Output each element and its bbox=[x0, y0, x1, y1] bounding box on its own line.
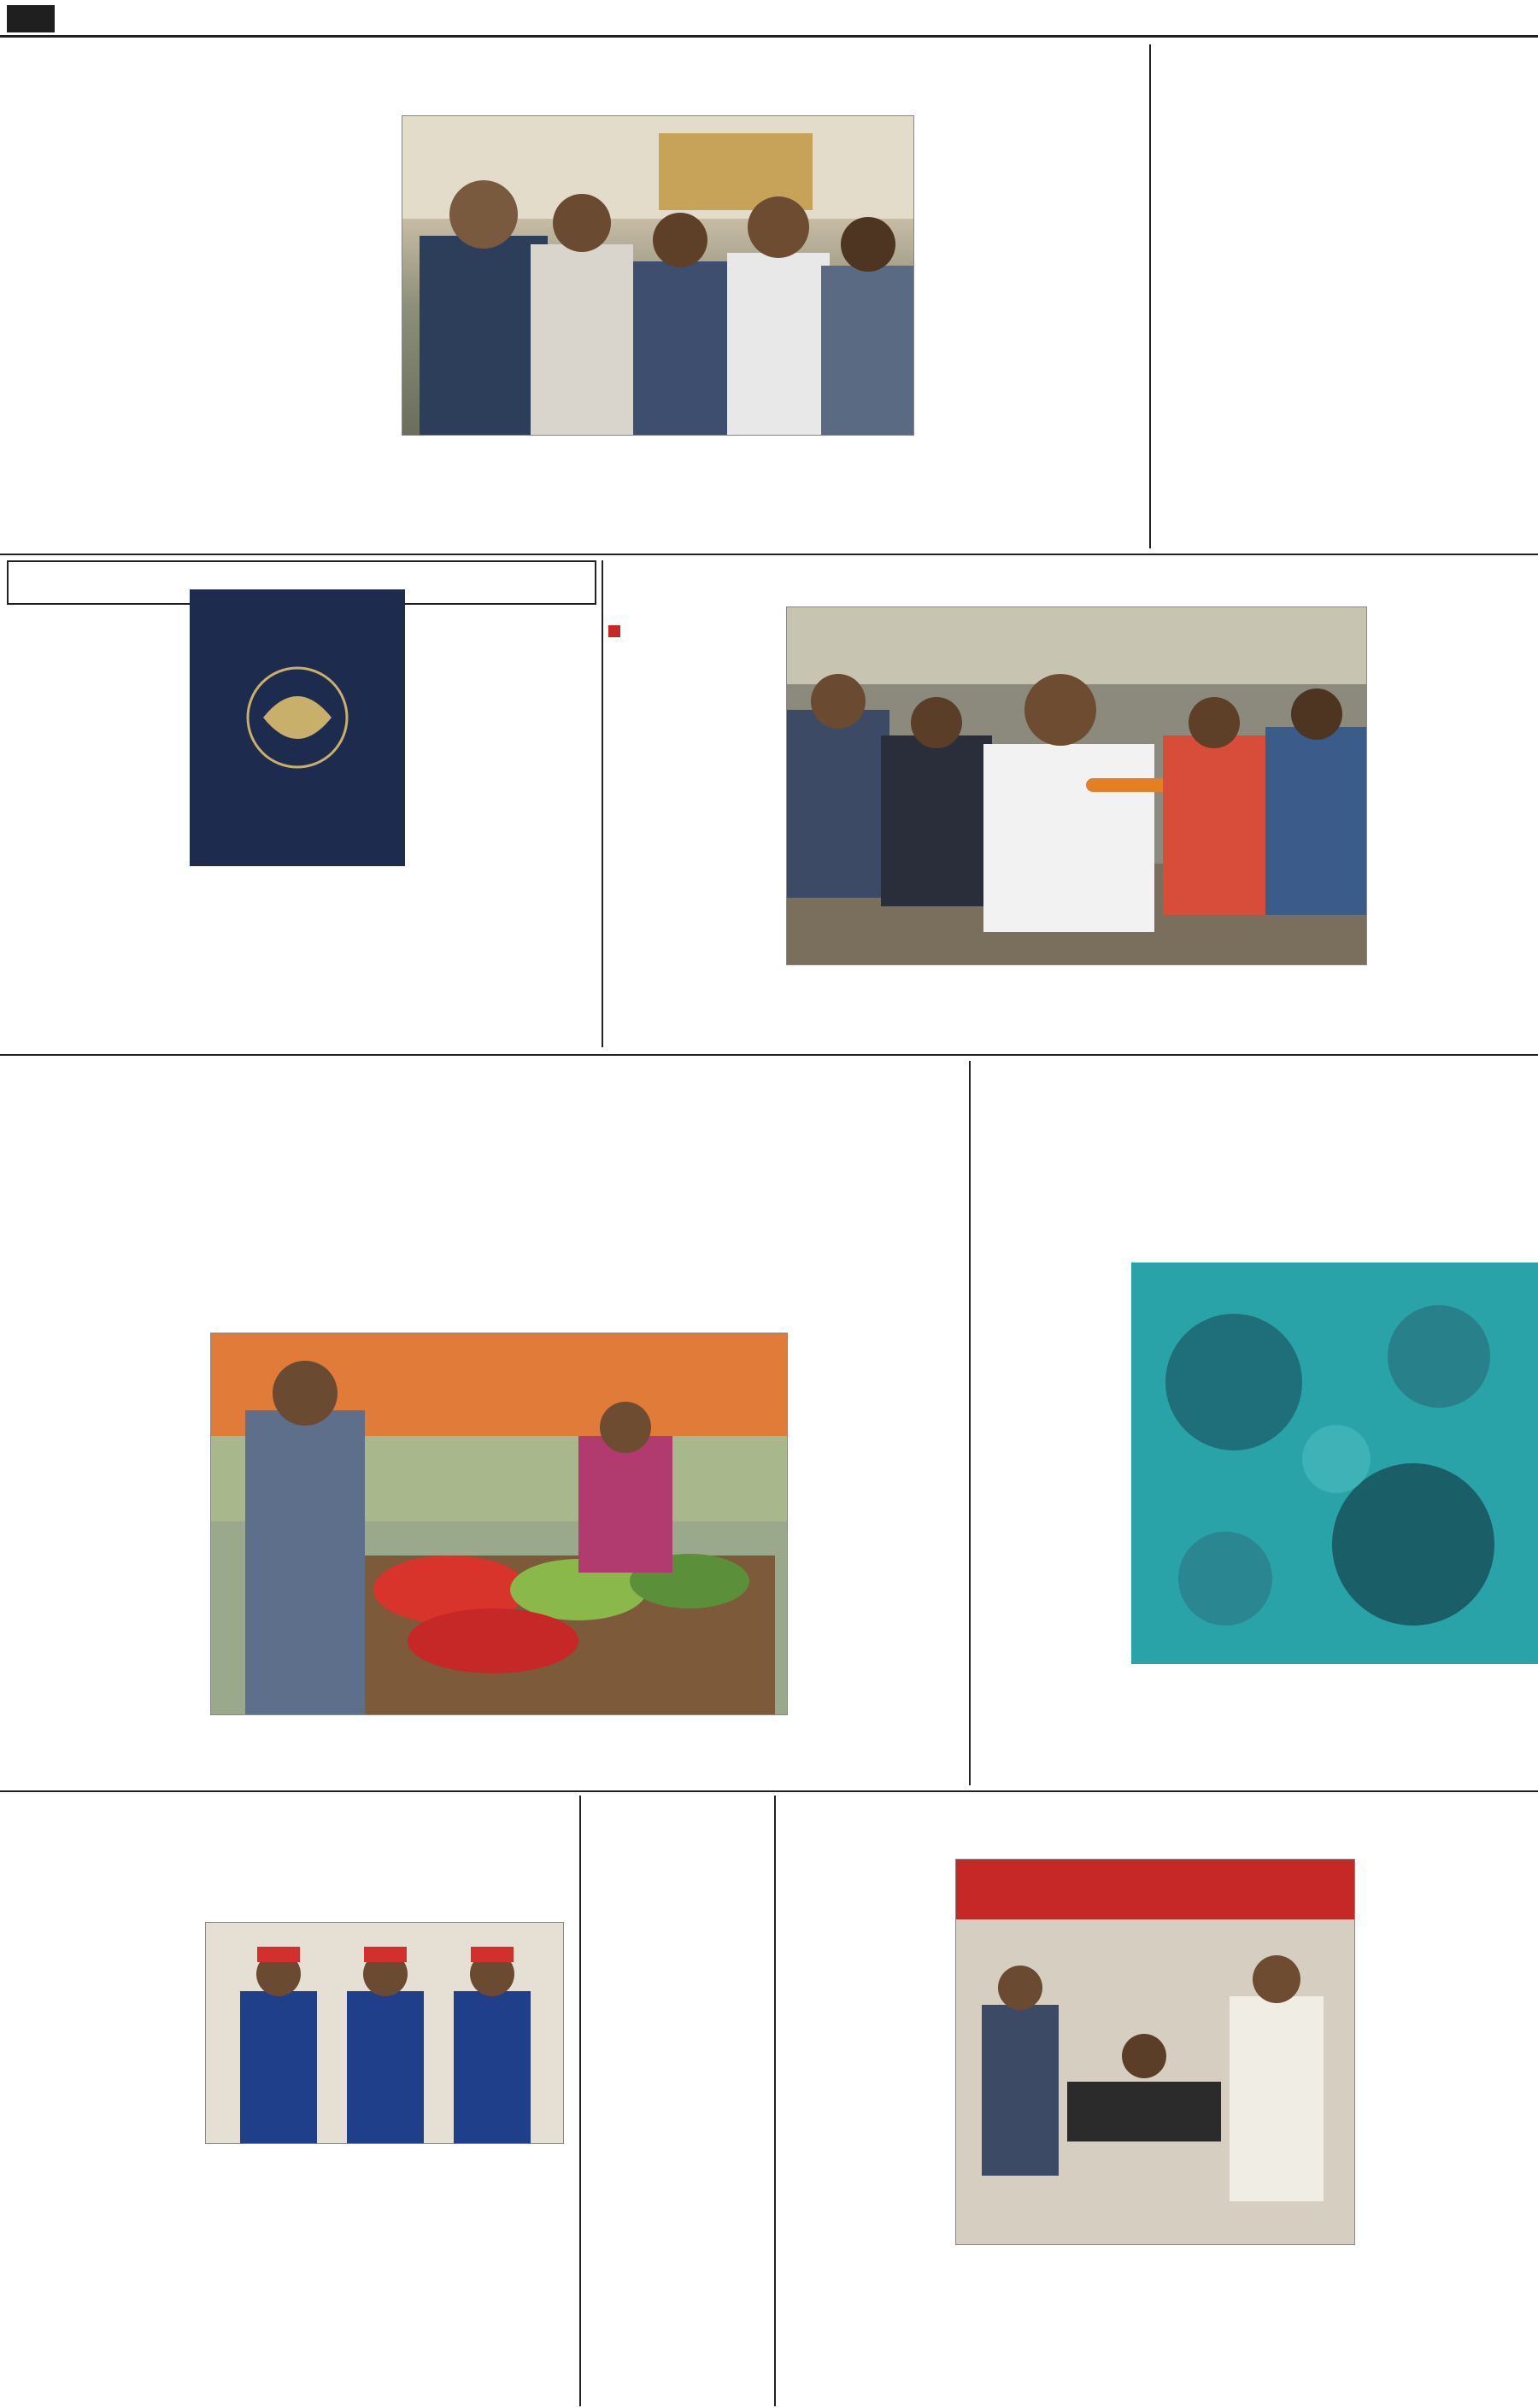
article-body bbox=[586, 1977, 771, 2405]
headline-baraat bbox=[1160, 44, 1536, 138]
column-divider bbox=[1149, 44, 1151, 548]
column-divider bbox=[579, 1796, 581, 2406]
section-divider bbox=[0, 1790, 1538, 1792]
section-label bbox=[701, 3, 837, 34]
headline-traffic-tau bbox=[7, 1796, 574, 1898]
masthead-bar bbox=[0, 0, 1538, 38]
article-body bbox=[1160, 162, 1536, 548]
headline-vegetable-farmers bbox=[7, 1061, 964, 1266]
section-divider bbox=[0, 554, 1538, 555]
column-divider bbox=[774, 1796, 776, 2406]
headline-atm-fraud bbox=[586, 1796, 771, 1949]
page-number bbox=[7, 5, 55, 32]
virus-icon bbox=[1131, 1263, 1538, 1664]
column-divider bbox=[602, 560, 603, 1047]
article-body bbox=[7, 636, 178, 1049]
article-body-right bbox=[921, 126, 1135, 550]
coronavirus-illustration bbox=[1131, 1263, 1538, 1664]
eagle-seal-icon bbox=[190, 589, 405, 866]
kicker bbox=[608, 620, 788, 677]
section-divider bbox=[0, 1054, 1538, 1056]
headline-blood-donation bbox=[779, 1796, 1538, 1840]
protest-photo bbox=[402, 115, 914, 436]
passport-image bbox=[190, 589, 405, 866]
column-divider bbox=[969, 1061, 971, 1785]
traffic-tau-photo bbox=[205, 1922, 564, 2144]
article-body-left bbox=[7, 126, 383, 550]
headline-corona-cases bbox=[974, 1068, 1538, 1256]
headline-manjira-protest bbox=[608, 560, 1538, 608]
kicker-bullet-icon bbox=[608, 625, 620, 637]
blood-donation-photo bbox=[955, 1859, 1355, 2245]
sit-in-photo bbox=[786, 606, 1367, 965]
article-body-continued bbox=[415, 589, 596, 1049]
headline-power-water-protest bbox=[7, 44, 1143, 99]
vegetable-stall-photo bbox=[210, 1333, 788, 1715]
